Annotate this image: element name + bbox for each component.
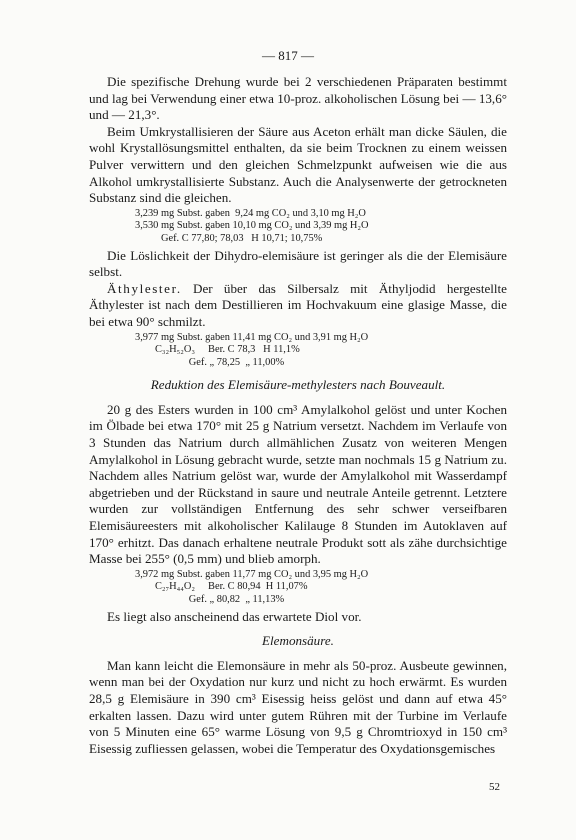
- paragraph-text: Der über das Silbersalz mit Äthyljodid hergestellte Äthylester ist nach dem Destillieren im Hochvakuum eine glasige Masse, die bei etwa 90° schmilzt.: [89, 280, 507, 329]
- text-body: [89, 74, 507, 757]
- signature-mark: 52: [489, 781, 500, 793]
- paragraph: Beim Umkrystallisieren der Säure aus Aceton erhält man dicke Säulen, die wohl Krystallösungsmittel enthalten, da sie beim Trocknen zu einem weissen Pulver verwittern und den gleichen Schmelzpunkt aufweisen wie die aus Alkohol umkrystallisierte Substanz. Auch die Analysenwerte der getrockneten Substanz sind die gleichen.: [89, 123, 507, 206]
- paragraph: Man kann leicht die Elemonsäure in mehr als 50-proz. Ausbeute gewinnen, wenn man bei der Oxydation nur kurz und nicht zu hoch erwärmt. Es wurden 28,5 g Elemisäure in 390 cm³ Eisessig heiss gelöst und dann auf etwa 45° erkalten lassen. Dazu wird unter gutem Rühren mit der Turbine im Verlaufe von 5 Minuten eine 65° warme Lösung von 9,5 g Chromtrioxyd in 150 cm³ Eisessig zufliessen gelassen, wobei die Temperatur des Oxydationsgemisches: [89, 657, 507, 756]
- paragraph: Die Löslichkeit der Dihydro-elemisäure ist geringer als die der Elemisäure selbst.: [89, 247, 507, 280]
- section-heading: Reduktion des Elemisäure-methylesters nach Bouveault.: [150, 377, 446, 393]
- analysis-line: 3,239 mg Subst. gaben 9,24 mg CO₂ und 3,10 mg H₂O: [135, 207, 366, 219]
- analysis-line: C₂₇H₄₄O₂ Ber. C 80,94 H 11,07%: [155, 581, 308, 593]
- analysis-block: [135, 208, 507, 246]
- analysis-line: 3,972 mg Subst. gaben 11,77 mg CO₂ und 3,95 mg H₂O: [135, 568, 369, 580]
- paragraph: [89, 281, 507, 331]
- analysis-line: C₃₂H₅₂O₃ Ber. C 78,3 H 11,1%: [155, 344, 300, 356]
- analysis-block: [135, 332, 507, 370]
- paragraph: Die spezifische Drehung wurde bei 2 verschiedenen Präparaten bestimmt und lag bei Verwendung einer etwa 10-proz. alkoholischen Lösung bei — 13,6° und — 21,3°.: [89, 74, 507, 123]
- paragraph: Es liegt also anscheinend das erwartete Diol vor.: [107, 608, 362, 624]
- subheading-inline: Äthylester.: [107, 280, 182, 296]
- analysis-line: Gef. „ 80,82 „ 11,13%: [155, 594, 285, 605]
- analysis-block: [135, 569, 507, 607]
- paragraph: 20 g des Esters wurden in 100 cm³ Amylalkohol gelöst und unter Kochen im Ölbade bei etwa 170° mit 25 g Natrium versetzt. Nachdem im Verlaufe von 3 Stunden das Natrium durch allmählichen Zusatz von weiteren Mengen Amylalkohol in Lösung gebracht wurde, setzte man nochmals 15 g Natrium zu. Nachdem alles Natrium gelöst war, wurde der Amylalkohol mit Wasserdampf abgetrieben und der Rückstand in saure und neutrale Anteile getrennt. Letztere wurden zur vollständigen Entfernung des sehr schwer verseifbaren Elemisäureesters mit alkoholischer Kalilauge 8 Stunden im Autoklaven auf 170° erhitzt. Das danach erhaltene neutrale Produkt sott als zähe durchsichtige Masse bei 255° (0,5 mm) und blieb amorph.: [89, 401, 507, 567]
- analysis-line: 3,977 mg Subst. gaben 11,41 mg CO₂ und 3,91 mg H₂O: [135, 331, 369, 343]
- analysis-line: 3,530 mg Subst. gaben 10,10 mg CO₂ und 3,39 mg H₂O: [135, 220, 369, 232]
- analysis-line: Gef. C 77,80; 78,03 H 10,71; 10,75%: [135, 232, 323, 244]
- page-number: — 817 —: [262, 48, 314, 63]
- analysis-line: Gef. „ 78,25 „ 11,00%: [155, 356, 285, 368]
- section-heading: Elemonsäure.: [262, 633, 334, 649]
